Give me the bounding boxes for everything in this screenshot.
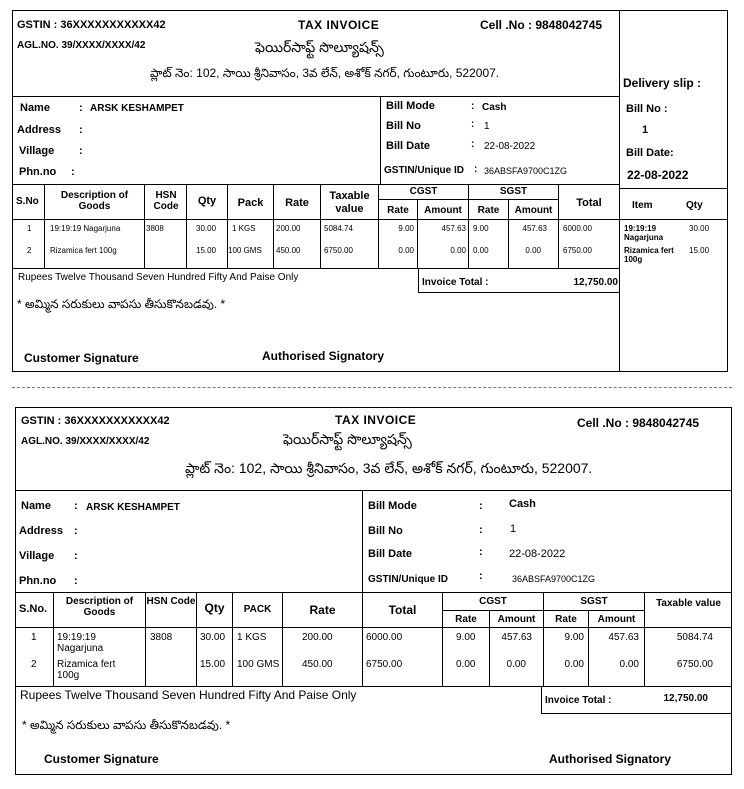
- top-r2-taxable: 6750.00: [324, 246, 353, 255]
- top-village-colon: :: [79, 145, 83, 157]
- bottom-invoice-total-label: Invoice Total :: [545, 695, 612, 706]
- bottom-th-pack: PACK: [243, 604, 272, 615]
- bottom-gstin-colon: :: [479, 570, 483, 582]
- top-r2-cgst-amt: 0.00: [450, 246, 466, 255]
- bottom-r2-qty: 15.00: [200, 659, 226, 670]
- top-r2-cgst-rate: 0.00: [398, 246, 414, 255]
- bottom-r1-hsn: 3808: [150, 632, 173, 643]
- top-table-line-2: [12, 219, 619, 220]
- top-r1-qty: 30.00: [196, 224, 217, 233]
- bottom-th-sno: S.No.: [19, 603, 48, 615]
- top-th-pack: Pack: [237, 197, 264, 209]
- bottom-r2-rate: 450.00: [302, 659, 333, 670]
- delivery-qty-1: 30.00: [689, 224, 710, 233]
- top-r2-pack: 100 GMS: [228, 246, 262, 255]
- delivery-th-item: Item: [632, 200, 653, 211]
- top-gstin-label: GSTIN/Unique ID: [384, 165, 464, 176]
- delivery-item-1: 19:19:19 Nagarjuna: [624, 224, 664, 242]
- bottom-th-desc: Description of Goods: [65, 596, 134, 618]
- bottom-th-qty: Qty: [204, 601, 225, 615]
- delivery-bill-no-value: 1: [642, 124, 649, 136]
- bottom-invoice-total-value: 12,750.00: [663, 693, 708, 704]
- top-bill-mode-colon: :: [471, 101, 475, 112]
- top-r1-pack: 1 KGS: [232, 224, 256, 233]
- bottom-gstin: GSTIN : 36XXXXXXXXXXX42: [21, 415, 170, 427]
- top-th-sno: S.No: [16, 196, 39, 207]
- top-name-label: Name: [20, 102, 50, 114]
- delivery-line-1: [619, 188, 728, 189]
- top-no-return-note: * అమ్మిన సరుకులు వాపసు తీసుకొనబడవు. *: [17, 297, 226, 311]
- delivery-slip-title: Delivery slip :: [623, 76, 702, 90]
- bottom-authorised-signatory: Authorised Signatory: [549, 752, 672, 766]
- bottom-total-left: [541, 686, 542, 713]
- bottom-r1-sgst-amt: 457.63: [608, 632, 639, 643]
- bottom-r1-sno: 1: [31, 632, 37, 643]
- bottom-r2-taxable: 6750.00: [676, 659, 713, 670]
- bottom-r1-sgst-rate: 9.00: [564, 632, 584, 643]
- bottom-r1-qty: 30.00: [200, 632, 226, 643]
- top-amount-words: Rupees Twelve Thousand Seven Hundred Fifty And Paise Only: [18, 272, 299, 283]
- top-r2-total: 6750.00: [563, 246, 592, 255]
- bottom-bill-no-value: 1: [510, 523, 517, 535]
- bottom-r1-taxable: 5084.74: [676, 632, 713, 643]
- bottom-th-sgst-rate: Rate: [555, 614, 577, 625]
- top-gstin: GSTIN : 36XXXXXXXXXXX42: [17, 19, 166, 31]
- delivery-line-2: [619, 219, 728, 220]
- top-bill-date-label: Bill Date: [386, 140, 431, 152]
- top-tax-invoice-title: TAX INVOICE: [298, 18, 380, 32]
- top-r2-rate: 450.00: [276, 246, 301, 255]
- top-r2-sgst-amt: 0.00: [525, 246, 541, 255]
- top-th-cgst-rate: Rate: [387, 205, 409, 216]
- bottom-th-hsn: HSN Code: [146, 596, 196, 607]
- bottom-bill-date-value: 22-08-2022: [509, 548, 566, 560]
- top-gstin-colon: :: [474, 164, 478, 175]
- top-r1-desc: 19:19:19 Nagarjuna: [50, 224, 121, 233]
- top-total-left: [418, 268, 419, 292]
- bottom-table-line-1: [15, 592, 732, 593]
- bottom-r2-pack: 100 GMS: [237, 659, 280, 670]
- top-bill-date-value: 22-08-2022: [484, 141, 536, 152]
- top-delivery-divider: [619, 10, 620, 372]
- bottom-r2-sgst-amt: 0.00: [619, 659, 639, 670]
- top-village-label: Village: [19, 145, 55, 157]
- delivery-qty-2: 15.00: [689, 246, 710, 255]
- top-phone-label: Phn.no: [19, 166, 57, 178]
- bottom-phone-label: Phn.no: [19, 575, 57, 587]
- top-agl-no: AGL.NO. 39/XXXX/XXXX/42: [17, 40, 146, 51]
- delivery-item-2: Rizamica fert 100g: [624, 246, 674, 264]
- top-table-line-4: [418, 292, 619, 293]
- bottom-th-cgst: CGST: [479, 596, 507, 607]
- bottom-bill-no-colon: :: [479, 524, 483, 536]
- bottom-r1-rate: 200.00: [302, 632, 333, 643]
- top-cell-no: Cell .No : 9848042745: [480, 18, 603, 32]
- bottom-r2-sgst-rate: 0.00: [564, 659, 584, 670]
- top-company-name: ఫెయిర్‌సాఫ్ట్ సొల్యూషన్స్: [255, 39, 384, 55]
- bottom-r1-total: 6000.00: [366, 632, 403, 643]
- bottom-no-return-note: * అమ్మిన సరుకులు వాపసు తీసుకొనబడవు. *: [22, 718, 231, 732]
- delivery-bill-date-label: Bill Date:: [626, 147, 674, 159]
- bottom-r1-cgst-amt: 457.63: [501, 632, 532, 643]
- top-bill-mode-value: Cash: [482, 102, 507, 113]
- top-r1-cgst-amt: 457.63: [441, 224, 466, 233]
- top-r2-desc: Rizamica fert 100g: [50, 246, 117, 255]
- bottom-header-line: [15, 490, 732, 491]
- top-table-line-1: [12, 184, 619, 185]
- delivery-bill-no-label: Bill No :: [626, 103, 668, 115]
- bottom-bill-mode-label: Bill Mode: [368, 500, 417, 512]
- bottom-gstin-label: GSTIN/Unique ID: [368, 574, 448, 585]
- top-r2-sgst-rate: 0.00: [473, 246, 489, 255]
- delivery-th-qty: Qty: [686, 200, 703, 211]
- bottom-bill-date-label: Bill Date: [368, 548, 413, 560]
- top-company-address: ప్లాట్ నెం: 102, సాయి శ్రీనివాసం, 3వ లేన్, అశోక్ నగర్, గుంటూరు, 522007.: [150, 66, 500, 80]
- bottom-r1-pack: 1 KGS: [237, 632, 267, 643]
- bottom-company-name: ఫెయిర్‌సాఫ్ట్ సొల్యూషన్స్: [283, 431, 412, 447]
- top-bill-no-label: Bill No: [386, 120, 421, 132]
- top-name-value: ARSK KESHAMPET: [90, 103, 184, 114]
- top-bill-mode-label: Bill Mode: [386, 100, 435, 112]
- cut-line-divider: [12, 387, 732, 388]
- bottom-cell-no: Cell .No : 9848042745: [577, 416, 700, 430]
- top-address-label: Address: [17, 124, 62, 136]
- bottom-address-label: Address: [19, 525, 64, 537]
- bottom-village-colon: :: [74, 550, 78, 562]
- top-th-desc: Description of Goods: [60, 190, 129, 212]
- top-r1-hsn: 3808: [146, 224, 164, 233]
- bottom-th-sgst: SGST: [580, 596, 608, 607]
- top-r1-total: 6000.00: [563, 224, 592, 233]
- top-th-cgst: CGST: [409, 186, 438, 197]
- top-r1-sgst-amt: 457.63: [522, 224, 547, 233]
- top-r1-cgst-rate: 9.00: [398, 224, 414, 233]
- top-invoice-total-label: Invoice Total :: [422, 277, 489, 288]
- top-r1-rate: 200.00: [276, 224, 301, 233]
- top-info-divider: [380, 96, 381, 184]
- bottom-th-cgst-amount: Amount: [497, 614, 536, 625]
- top-gstin-value: 36ABSFA9700C1ZG: [484, 166, 568, 176]
- top-th-hsn: HSN Code: [153, 190, 179, 212]
- bottom-th-sgst-amount: Amount: [597, 614, 636, 625]
- bottom-th-total: Total: [388, 603, 417, 617]
- bottom-info-divider: [362, 490, 363, 592]
- top-th-qty: Qty: [197, 195, 217, 207]
- bottom-customer-signature: Customer Signature: [44, 752, 159, 766]
- top-th-rate: Rate: [285, 197, 309, 209]
- top-bill-no-value: 1: [484, 121, 490, 132]
- bottom-name-value: ARSK KESHAMPET: [86, 502, 180, 513]
- bottom-name-colon: :: [74, 500, 78, 512]
- bottom-bill-no-label: Bill No: [368, 525, 403, 537]
- bottom-amount-words: Rupees Twelve Thousand Seven Hundred Fifty And Paise Only: [20, 688, 357, 702]
- bottom-bill-mode-colon: :: [479, 500, 483, 512]
- top-r1-taxable: 5084.74: [324, 224, 353, 233]
- top-name-colon: :: [79, 102, 83, 114]
- top-col-2: [144, 184, 145, 268]
- top-address-colon: :: [79, 124, 83, 136]
- bottom-table-line-4: [541, 713, 732, 714]
- top-phone-colon: :: [71, 166, 75, 178]
- top-th-total: Total: [576, 197, 602, 209]
- top-r1-sgst-rate: 9.00: [473, 224, 489, 233]
- bottom-r1-cgst-rate: 9.00: [456, 632, 476, 643]
- bottom-r2-sno: 2: [31, 659, 37, 670]
- top-bill-date-colon: :: [471, 139, 475, 150]
- bottom-company-address: ప్లాట్ నెం: 102, సాయి శ్రీనివాసం, 3వ లేన్, అశోక్ నగర్, గుంటూరు, 522007.: [185, 460, 593, 476]
- bottom-th-taxable: Taxable value: [656, 598, 721, 609]
- bottom-r2-cgst-rate: 0.00: [456, 659, 476, 670]
- bottom-bill-date-colon: :: [479, 546, 483, 558]
- top-invoice-total-value: 12,750.00: [573, 277, 618, 288]
- top-r1-sno: 1: [27, 224, 32, 233]
- bottom-r2-desc: Rizamica fert 100g: [57, 659, 116, 681]
- bottom-village-label: Village: [19, 550, 55, 562]
- bottom-table-line-3: [15, 686, 732, 687]
- top-r2-sno: 2: [27, 246, 32, 255]
- bottom-tax-invoice-title: TAX INVOICE: [335, 413, 417, 427]
- top-bill-no-colon: :: [471, 119, 475, 130]
- top-r2-qty: 15.00: [196, 246, 217, 255]
- bottom-r2-total: 6750.00: [366, 659, 403, 670]
- top-authorised-signatory: Authorised Signatory: [262, 349, 385, 363]
- bottom-agl-no: AGL.NO. 39/XXXX/XXXX/42: [21, 436, 150, 447]
- top-th-taxable: Taxable value: [329, 190, 370, 215]
- bottom-th-cgst-rate: Rate: [455, 614, 477, 625]
- bottom-r2-cgst-amt: 0.00: [506, 659, 526, 670]
- top-table-line-3: [12, 268, 619, 269]
- bottom-gstin-value: 36ABSFA9700C1ZG: [512, 574, 596, 584]
- bottom-th-rate: Rate: [309, 603, 336, 617]
- top-th-sgst-amount: Amount: [514, 205, 553, 216]
- bottom-bill-mode-value: Cash: [509, 498, 536, 510]
- top-th-sgst-rate: Rate: [477, 205, 500, 216]
- bottom-address-colon: :: [74, 525, 78, 537]
- delivery-bill-date-value: 22-08-2022: [627, 168, 689, 182]
- top-customer-signature: Customer Signature: [24, 351, 139, 365]
- top-th-cgst-amount: Amount: [424, 205, 462, 216]
- bottom-name-label: Name: [21, 500, 51, 512]
- bottom-r1-desc: 19:19:19 Nagarjuna: [57, 632, 104, 654]
- top-header-line: [12, 96, 619, 97]
- top-th-sgst: SGST: [499, 186, 528, 197]
- bottom-phone-colon: :: [74, 575, 78, 587]
- bottom-table-line-2: [15, 627, 732, 628]
